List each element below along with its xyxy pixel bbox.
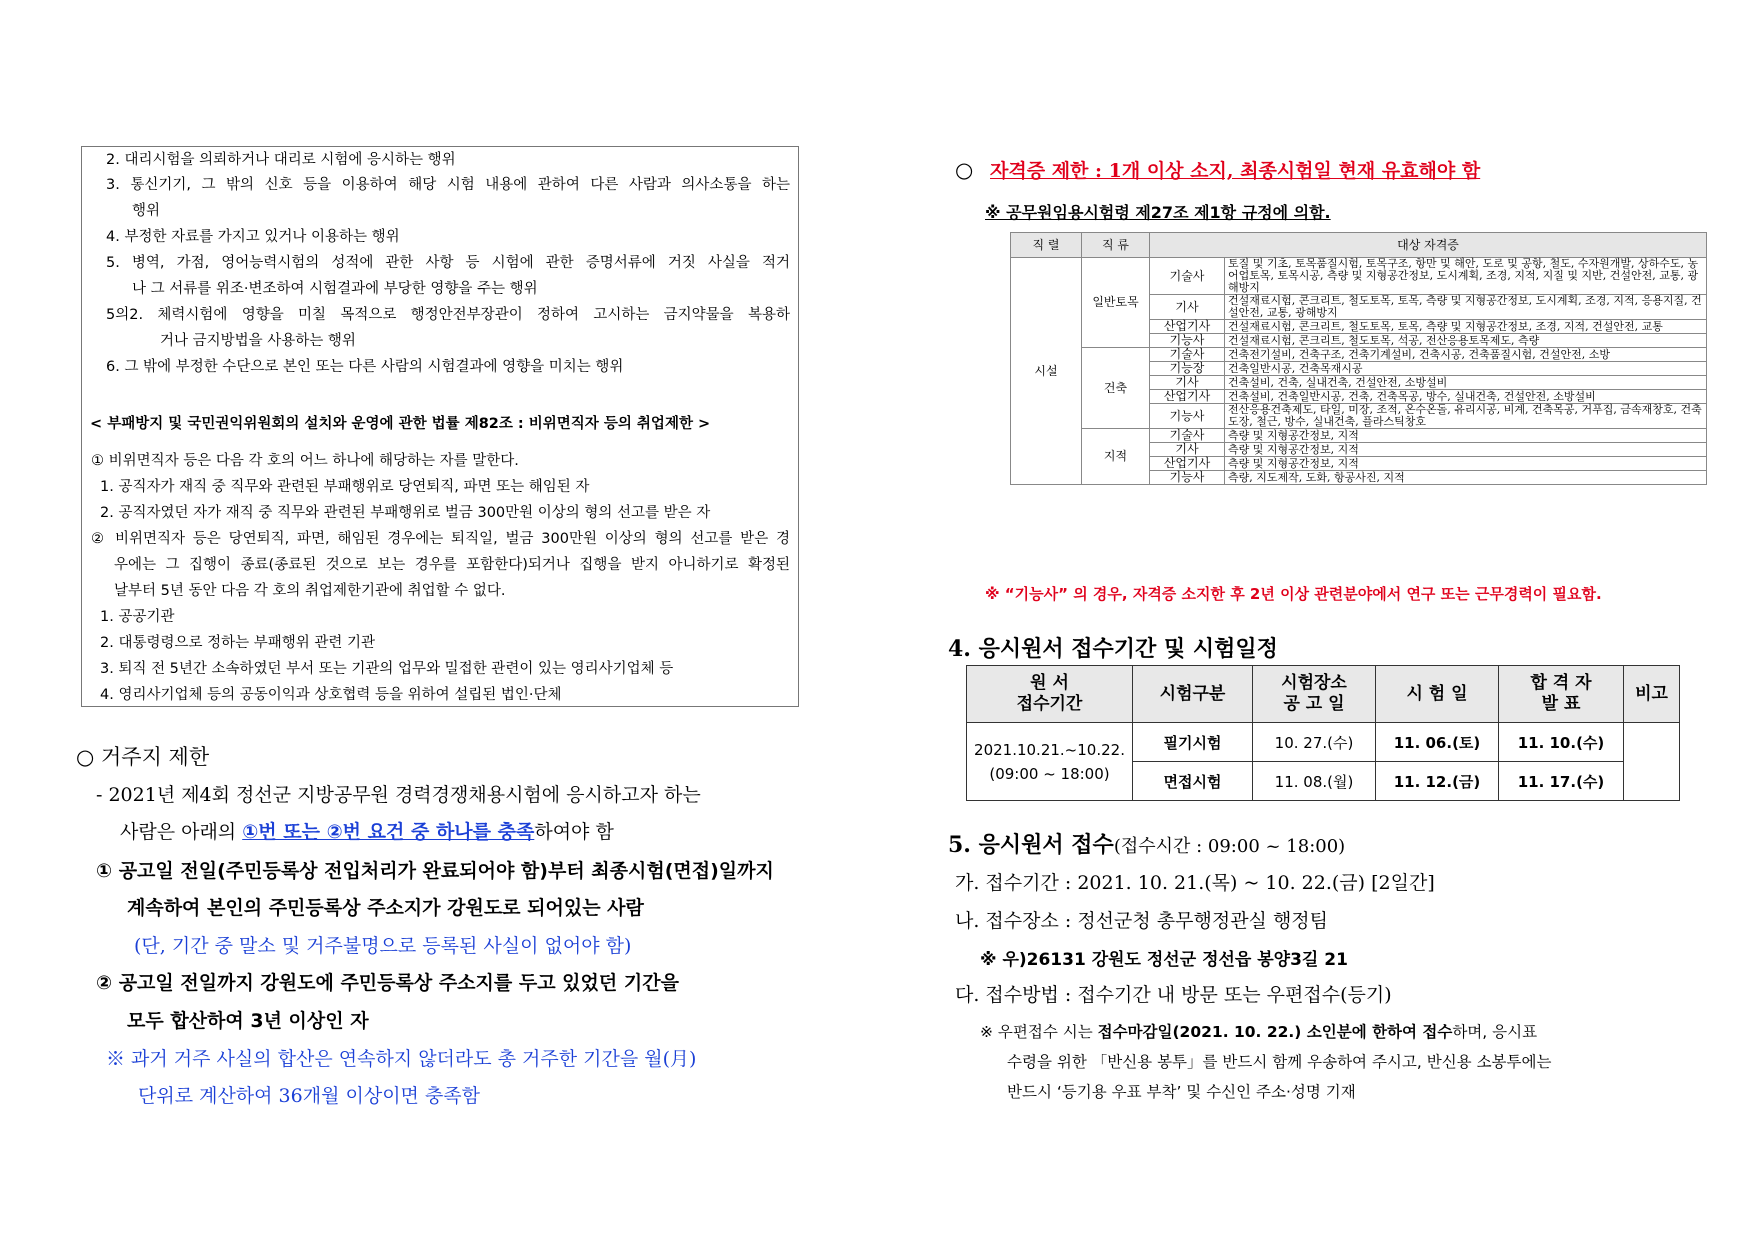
application-address: ※ 우)26131 강원도 정선군 정선읍 봉양3길 21 <box>980 950 1348 970</box>
schedule-header: 합 격 자 발 표 <box>1499 666 1624 723</box>
certificate-list: 건축전기설비, 건축구조, 건축기계설비, 건축시공, 건축품질시험, 건설안전, 소방 <box>1225 348 1707 362</box>
mail-note: 수령을 위한 「반신용 봉투」를 반드시 함께 우송하여 주시고, 반신용 소봉투에는 <box>1007 1053 1552 1071</box>
certificate-list: 건설재료시험, 콘크리트, 철도토목, 석공, 전산응용토목제도, 측량 <box>1225 334 1707 348</box>
schedule-table <box>966 665 1680 801</box>
exam-date: 11. 12.(금) <box>1376 762 1499 801</box>
law-item: 2. 대통령령으로 정하는 부패행위 관련 기관 <box>100 635 375 651</box>
certificate-list: 측량 및 지형공간정보, 지적 <box>1225 429 1707 443</box>
law-item: 우에는 그 집행이 종료(종료된 것으로 보는 경우를 포함한다)되거나 집행을 받지 아니하기로 확정된 <box>114 557 790 573</box>
grade-cell: 기사 <box>1150 295 1225 320</box>
law-item: 2. 공직자였던 자가 재직 중 직무와 관련된 부패행위로 벌금 300만원 이상의 형의 선고를 받은 자 <box>100 505 711 521</box>
result-date: 11. 10.(수) <box>1499 723 1624 762</box>
law-item: 4. 영리사기업체 등의 공동이익과 상호협력 등을 위하여 설립된 법인·단체 <box>100 687 562 703</box>
certificate-list: 건축일반시공, 건축목재시공 <box>1225 362 1707 376</box>
schedule-header: 시험구분 <box>1133 666 1253 723</box>
law-item: 3. 통신기기, 그 밖의 신호 등을 이용하여 해당 시험 내용에 관하여 다른 사람과 의사소통을 하는 <box>106 177 790 193</box>
application-title-text: 5. 응시원서 접수 <box>948 832 1114 858</box>
certificate-list: 건설재료시험, 콘크리트, 철도토목, 토목, 측량 및 지형공간정보, 도시계획, 조경, 지적, 응용지질, 건설안전, 교통, 광해방지 <box>1225 295 1707 320</box>
grade-cell: 기사 <box>1150 376 1225 390</box>
grade-cell: 기사 <box>1150 443 1225 457</box>
application-period: 가. 접수기간 : 2021. 10. 21.(목) ~ 10. 22.(금) [2일간] <box>955 872 1435 894</box>
condition-2: ② 공고일 전일까지 강원도에 주민등록상 주소지를 두고 있었던 기간을 <box>96 972 679 994</box>
license-footnote: ※ “기능사” 의 경우, 자격증 소지한 후 2년 이상 관련분야에서 연구 또는 근무경력이 필요함. <box>985 585 1602 603</box>
law-item: 날부터 5년 동안 다음 각 호의 취업제한기관에 취업할 수 없다. <box>114 583 506 599</box>
license-title-text: 자격증 제한 : 1개 이상 소지, 최종시험일 현재 유효해야 함 <box>990 160 1481 182</box>
schedule-header: 시 험 일 <box>1376 666 1499 723</box>
grade-cell: 기능사 <box>1150 471 1225 485</box>
law-item: ② 비위면직자 등은 당연퇴직, 파면, 해임된 경우에는 퇴직일, 벌금 300만원 이상의 형의 선고를 받은 경 <box>91 531 790 547</box>
application-method: 다. 접수방법 : 접수기간 내 방문 또는 우편접수(등기) <box>955 984 1392 1006</box>
exam-type: 면접시험 <box>1133 762 1253 801</box>
series-cell: 시설 <box>1011 258 1082 485</box>
remarks-cell <box>1624 723 1680 801</box>
schedule-header: 비고 <box>1624 666 1680 723</box>
condition-1-cont: 계속하여 본인의 주민등록상 주소지가 강원도로 되어있는 사람 <box>127 897 644 919</box>
residence-line-text: 사람은 아래의 <box>120 821 243 843</box>
law-item: 행위 <box>132 203 161 219</box>
law-item: 5의2. 체력시험에 영향을 미칠 목적으로 행정안전부장관이 정하여 고시하는 금지약물을 복용하 <box>106 307 790 323</box>
header-series: 직 렬 <box>1011 233 1082 258</box>
grade-cell: 산업기사 <box>1150 390 1225 404</box>
category-cell: 지적 <box>1082 429 1150 485</box>
law-item: 나 그 서류를 위조·변조하여 시험결과에 부당한 영향을 주는 행위 <box>132 281 538 297</box>
schedule-title: 4. 응시원서 접수기간 및 시험일정 <box>948 636 1278 662</box>
grade-cell: 기술사 <box>1150 429 1225 443</box>
grade-cell: 기능사 <box>1150 404 1225 429</box>
mail-note <box>980 1020 1537 1042</box>
law-item: 2. 대리시험을 의뢰하거나 대리로 시험에 응시하는 행위 <box>106 152 456 168</box>
grade-cell: 산업기사 <box>1150 457 1225 471</box>
residence-note: ※ 과거 거주 사실의 합산은 연속하지 않더라도 총 거주한 기간을 월(月) <box>106 1048 697 1070</box>
application-place: 나. 접수장소 : 정선군청 총무행정관실 행정팀 <box>955 910 1329 932</box>
residence-title: ○ 거주지 제한 <box>76 745 210 769</box>
grade-cell: 기능사 <box>1150 334 1225 348</box>
law-excerpt-box <box>81 146 799 707</box>
certificate-list: 측량 및 지형공간정보, 지적 <box>1225 443 1707 457</box>
mail-note-text: 하며, 응시표 <box>1452 1023 1538 1041</box>
mail-note: 반드시 ‘등기용 우표 부착’ 및 수신인 주소·성명 기재 <box>1007 1083 1356 1101</box>
residence-line <box>120 817 614 844</box>
exam-date: 11. 06.(토) <box>1376 723 1499 762</box>
certificate-list: 측량 및 지형공간정보, 지적 <box>1225 457 1707 471</box>
certificate-list: 전산응용건축제도, 타일, 미장, 조적, 온수온돌, 유리시공, 비계, 건축목공, 거푸집, 금속재창호, 건축도장, 철근, 방수, 실내건축, 플라스틱창호 <box>1225 404 1707 429</box>
grade-cell: 기술사 <box>1150 348 1225 362</box>
law-item: ① 비위면직자 등은 다음 각 호의 어느 하나에 해당하는 자를 말한다. <box>91 453 519 469</box>
residence-line: - 2021년 제4회 정선군 지방공무원 경력경쟁채용시험에 응시하고자 하는 <box>96 784 701 806</box>
application-time: (접수시간 : 09:00 ~ 18:00) <box>1113 836 1346 857</box>
grade-cell: 기능장 <box>1150 362 1225 376</box>
license-title <box>955 156 1480 183</box>
application-period-cell: 2021.10.21.~10.22. (09:00 ~ 18:00) <box>967 723 1133 801</box>
header-category: 직 류 <box>1082 233 1150 258</box>
residence-highlight: ①번 또는 ②번 요건 중 하나를 충족 <box>242 821 535 843</box>
law-item: 3. 퇴직 전 5년간 소속하였던 부서 또는 기관의 업무와 밀접한 관련이 있는 영리사기업체 등 <box>100 661 674 677</box>
law-item: 거나 금지방법을 사용하는 행위 <box>160 333 356 349</box>
license-basis: ※ 공무원임용시험령 제27조 제1항 규정에 의함. <box>985 203 1331 222</box>
header-certificates: 대상 자격증 <box>1150 233 1707 258</box>
condition-1-note: (단, 기간 중 말소 및 거주불명으로 등록된 사실이 없어야 함) <box>134 935 632 957</box>
schedule-header: 원 서 접수기간 <box>967 666 1133 723</box>
mail-note-bold: 접수마감일(2021. 10. 22.) 소인분에 한하여 접수 <box>1097 1023 1453 1041</box>
mail-note-text: ※ 우편접수 시는 <box>980 1023 1098 1041</box>
license-table <box>1010 232 1707 485</box>
law-item: 5. 병역, 가점, 영어능력시험의 성적에 관한 사항 등 시험에 관한 증명서류에 거짓 사실을 적거 <box>106 255 790 271</box>
law-item: 6. 그 밖에 부정한 수단으로 본인 또는 다른 사람의 시험결과에 영향을 미치는 행위 <box>106 359 624 375</box>
notice-date: 10. 27.(수) <box>1253 723 1376 762</box>
law-heading: < 부패방지 및 국민권익위원회의 설치와 운영에 관한 법률 제82조 : 비위면직자 등의 취업제한 > <box>90 416 711 432</box>
certificate-list: 토질 및 기초, 토목품질시험, 토목구조, 항만 및 해안, 도로 및 공항, 철도, 수자원개발, 상하수도, 농어업토목, 토목시공, 측량 및 지형공간정보, 도시계획, 조경, 지적, 지질 및 지반, 건설안전, 교통, 광해방지 <box>1225 258 1707 295</box>
certificate-list: 건축설비, 건축, 실내건축, 건설안전, 소방설비 <box>1225 376 1707 390</box>
law-item: 1. 공직자가 재직 중 직무와 관련된 부패행위로 당연퇴직, 파면 또는 해임된 자 <box>100 479 590 495</box>
application-title <box>948 828 1345 859</box>
law-item: 4. 부정한 자료를 가지고 있거나 이용하는 행위 <box>106 229 400 245</box>
notice-date: 11. 08.(월) <box>1253 762 1376 801</box>
certificate-list: 건축설비, 건축일반시공, 건축, 건축목공, 방수, 실내건축, 건설안전, 소방설비 <box>1225 390 1707 404</box>
condition-1: ① 공고일 전일(주민등록상 전입처리가 완료되어야 함)부터 최종시험(면접)일까지 <box>96 860 774 882</box>
category-cell: 일반토목 <box>1082 258 1150 348</box>
residence-note: 단위로 계산하여 36개월 이상이면 충족함 <box>138 1085 480 1107</box>
grade-cell: 기술사 <box>1150 258 1225 295</box>
certificate-list: 측량, 지도제작, 도화, 항공사진, 지적 <box>1225 471 1707 485</box>
certificate-list: 건설재료시험, 콘크리트, 철도토목, 토목, 측량 및 지형공간정보, 조경, 지적, 건설안전, 교통 <box>1225 320 1707 334</box>
circle-mark: ○ <box>955 158 974 182</box>
result-date: 11. 17.(수) <box>1499 762 1624 801</box>
category-cell: 건축 <box>1082 348 1150 429</box>
exam-type: 필기시험 <box>1133 723 1253 762</box>
residence-line-text: 하여야 함 <box>534 821 614 843</box>
grade-cell: 산업기사 <box>1150 320 1225 334</box>
condition-2-cont: 모두 합산하여 3년 이상인 자 <box>127 1010 369 1032</box>
law-item: 1. 공공기관 <box>100 609 175 625</box>
schedule-header: 시험장소 공 고 일 <box>1253 666 1376 723</box>
